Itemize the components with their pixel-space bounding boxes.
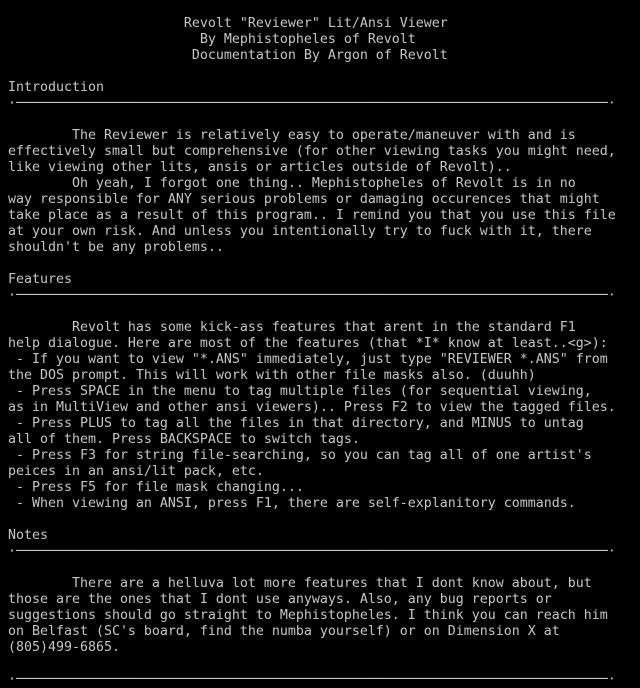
- paragraph-line: at your own risk. And unless you intentionally try to fuck with it, there: [0, 224, 592, 239]
- paragraph-line: take place as a result of this program.. I remind you that you use this file: [0, 208, 616, 223]
- paragraph-line: Oh yeah, I forgot one thing.. Mephistopheles of Revolt is in no: [0, 176, 576, 191]
- paragraph-line: like viewing other lits, ansis or articles outside of Revolt)..: [0, 160, 512, 175]
- paragraph-line: help dialogue. Here are most of the features (that *I* know at least..<g>):: [0, 336, 608, 351]
- paragraph-line: suggestions should go straight to Mephistopheles. I think you can reach him: [0, 608, 608, 623]
- paragraph-line: all of them. Press BACKSPACE to switch tags.: [0, 432, 360, 447]
- title-line: By Mephistopheles of Revolt: [0, 32, 416, 47]
- paragraph-line: Revolt has some kick-ass features that arent in the standard F1: [0, 320, 576, 335]
- paragraph-line: way responsible for ANY serious problems or damaging occurences that might: [0, 192, 600, 207]
- bullet-line: - Press F3 for string file-searching, so you can tag all of one artist's: [0, 448, 592, 463]
- bullet-line: - Press F5 for file mask changing...: [0, 480, 304, 495]
- bullet-line: - If you want to view "*.ANS" immediately, just type "REVIEWER *.ANS" from: [0, 352, 608, 367]
- title-line: Revolt "Reviewer" Lit/Ansi Viewer: [0, 16, 448, 31]
- blank-line: [0, 64, 640, 80]
- paragraph-line: shouldn't be any problems..: [0, 240, 224, 255]
- blank-line: [0, 304, 640, 320]
- heading-line: Notes: [0, 528, 48, 543]
- paragraph-line: effectively small but comprehensive (for other viewing tasks you might need,: [0, 144, 616, 159]
- blank-line: [0, 560, 640, 576]
- bullet-line: - Press SPACE in the menu to tag multiple files (for sequential viewing,: [0, 384, 592, 399]
- paragraph-line: There are a helluva lot more features that I dont know about, but: [0, 576, 592, 591]
- title-line: Documentation By Argon of Revolt: [0, 48, 448, 63]
- paragraph-line: on Belfast (SC's board, find the numba yourself) or on Dimension X at: [0, 624, 560, 639]
- heading-line: Introduction: [0, 80, 104, 95]
- separator-line: ·──────────────────────────────────────────────────────────────────────────·: [0, 96, 616, 111]
- paragraph-line: (805)499-6865.: [0, 640, 120, 655]
- blank-line: [0, 0, 640, 16]
- blank-line: [0, 512, 640, 528]
- bullet-line: - Press PLUS to tag all the files in that directory, and MINUS to untag: [0, 416, 584, 431]
- blank-line: [0, 112, 640, 128]
- heading-line: Features: [0, 272, 72, 287]
- bullet-line: - When viewing an ANSI, press F1, there are self-explanitory commands.: [0, 496, 576, 511]
- separator-line: ·──────────────────────────────────────────────────────────────────────────·: [0, 544, 616, 559]
- blank-line: [0, 656, 640, 672]
- paragraph-line: the DOS prompt. This will work with other file masks also. (duuhh): [0, 368, 536, 383]
- blank-line: [0, 256, 640, 272]
- separator-line: ·──────────────────────────────────────────────────────────────────────────·: [0, 288, 616, 303]
- paragraph-line: those are the ones that I dont use anyways. Also, any bug reports or: [0, 592, 552, 607]
- separator-line: ·──────────────────────────────────────────────────────────────────────────·: [0, 672, 616, 687]
- paragraph-line: as in MultiView and other ansi viewers).. Press F2 to view the tagged files.: [0, 400, 616, 415]
- paragraph-line: peices in an ansi/lit pack, etc.: [0, 464, 264, 479]
- paragraph-line: The Reviewer is relatively easy to operate/maneuver with and is: [0, 128, 576, 143]
